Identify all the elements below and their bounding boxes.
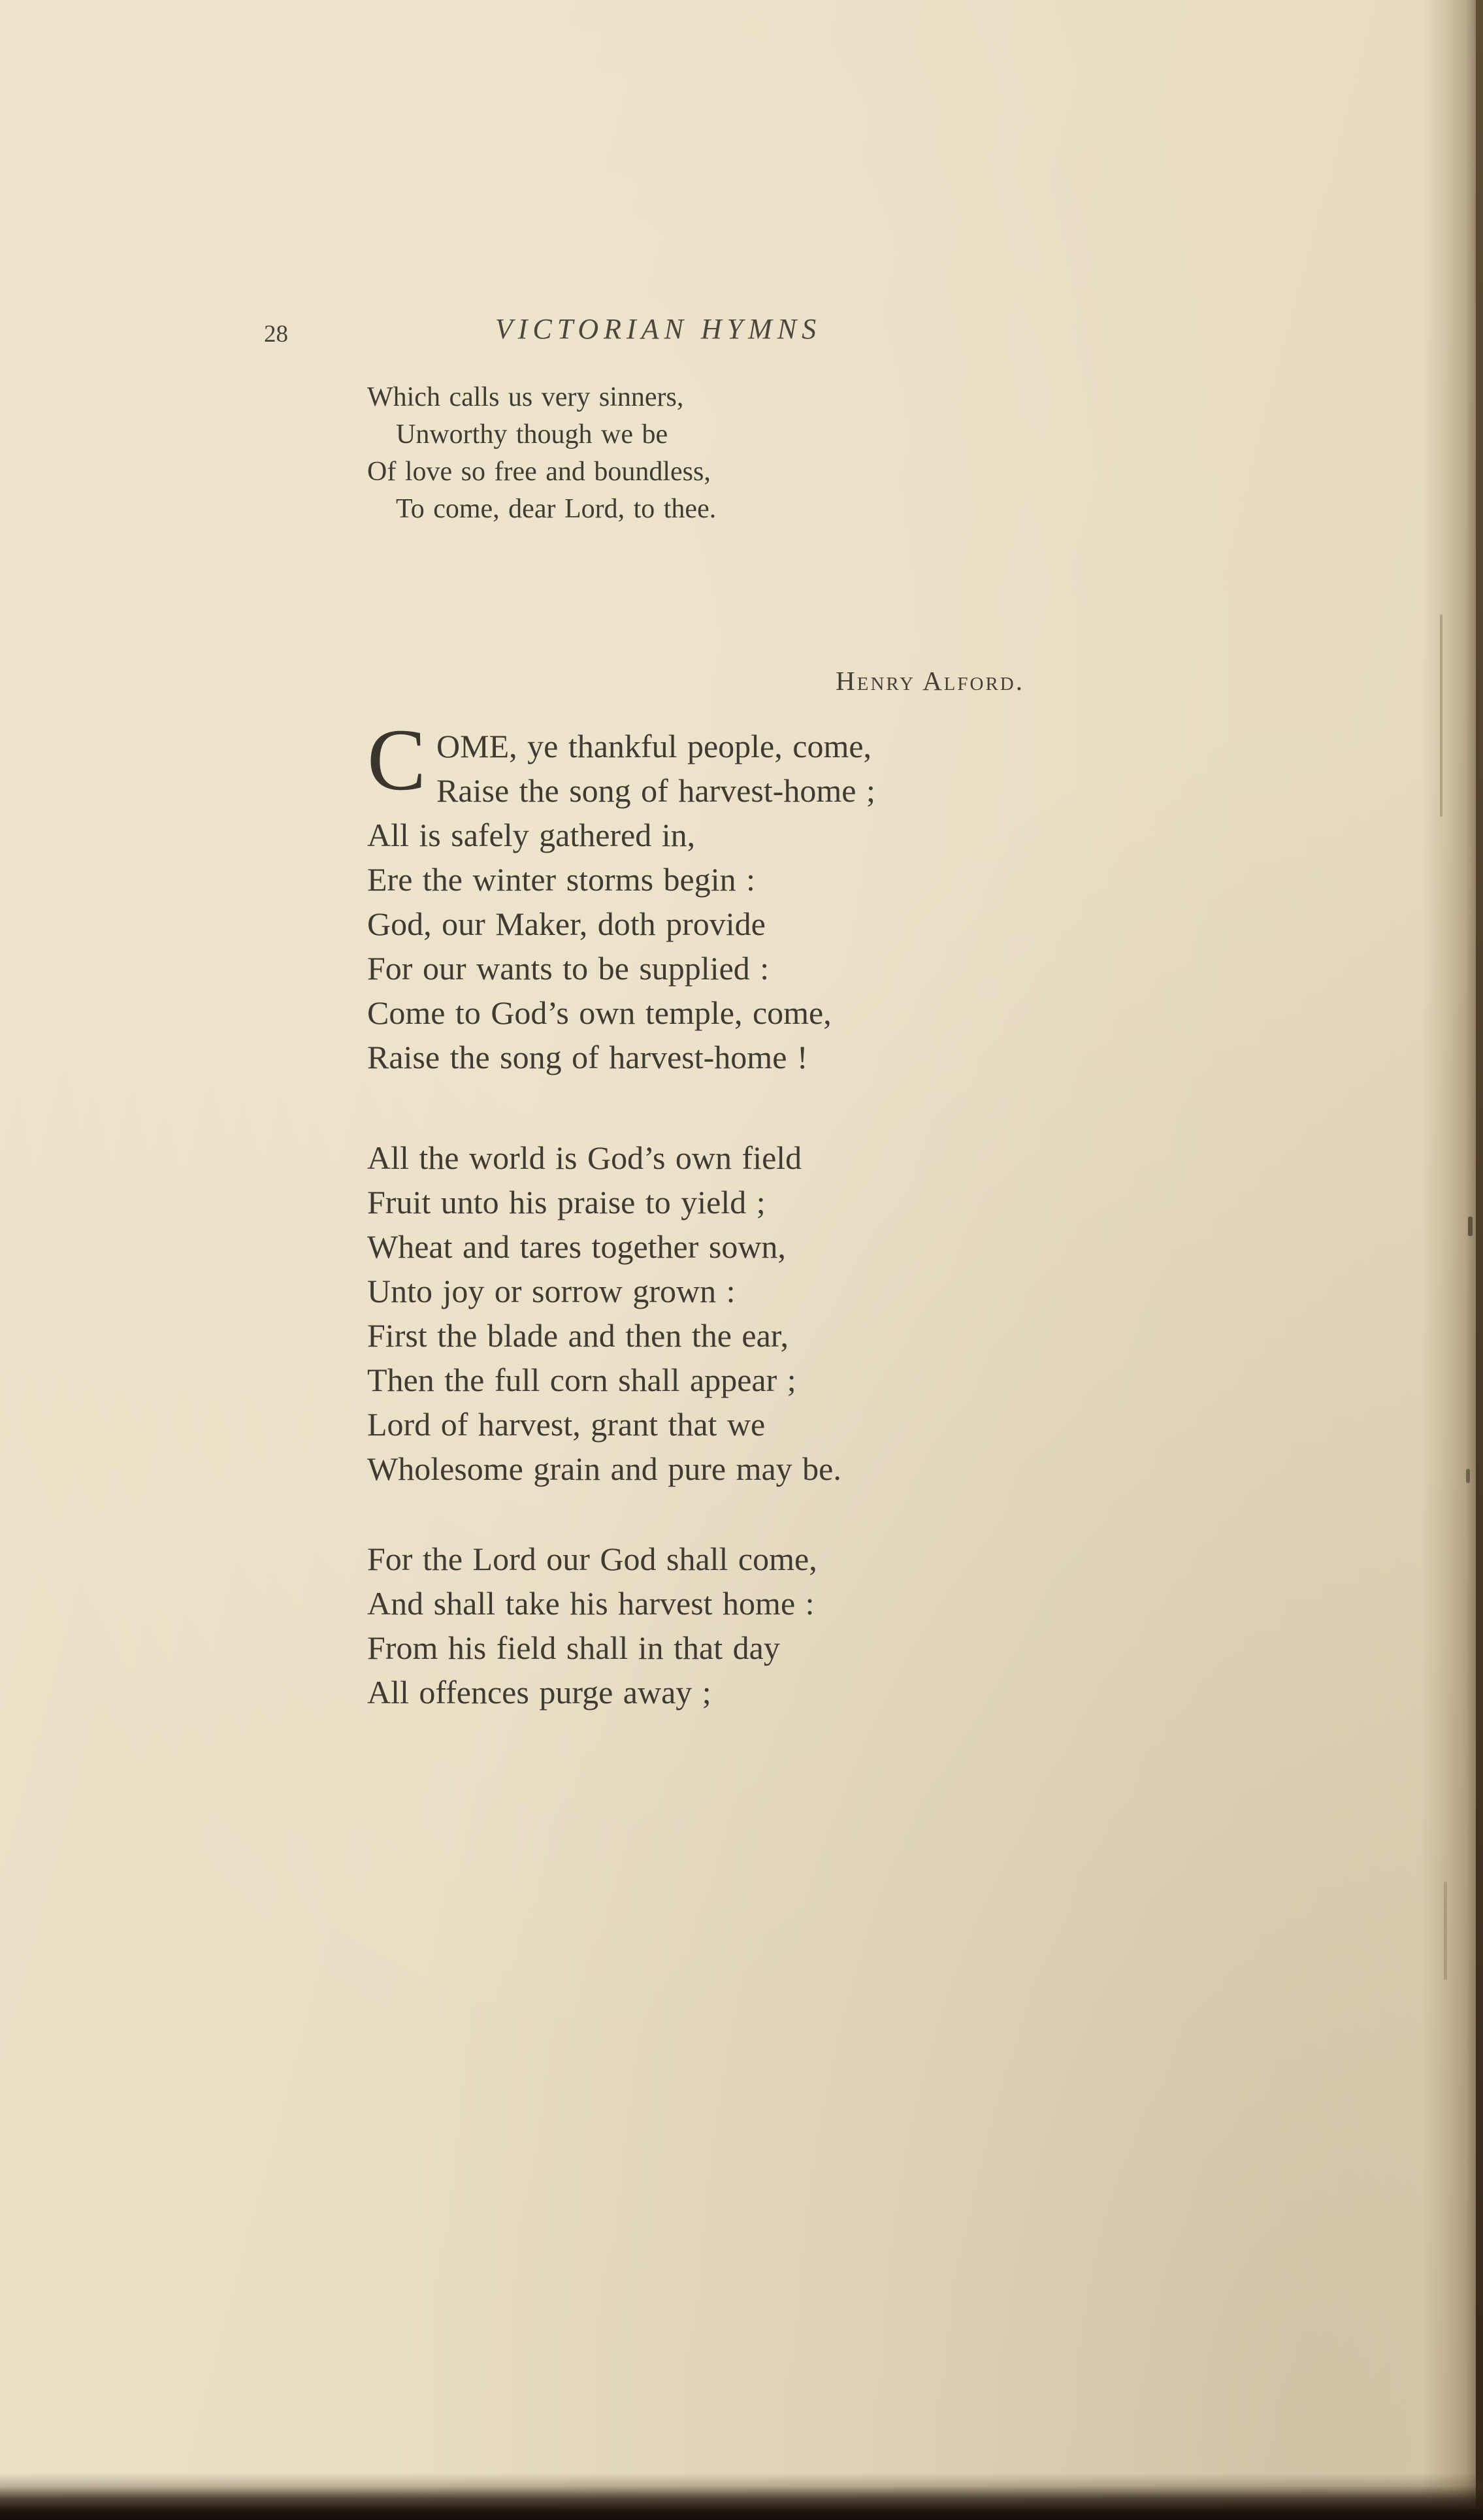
author-attribution: Henry Alford.	[836, 666, 1024, 696]
hymn-stanza-1	[367, 712, 875, 1079]
poem-line: Wheat and tares together sown,	[367, 1228, 786, 1265]
page-number: 28	[264, 321, 288, 348]
poem-line: All is safely gathered in,	[367, 817, 696, 853]
poem-line: Of love so free and boundless,	[367, 457, 711, 487]
poem-line: Fruit unto his praise to yield ;	[367, 1184, 766, 1220]
poem-line: All offences purge away ;	[367, 1674, 711, 1710]
poem-line: Wholesome grain and pure may be.	[367, 1450, 841, 1487]
paper-blemish	[1468, 1217, 1473, 1236]
poem-line: First the blade and then the ear,	[367, 1317, 789, 1354]
poem-line: Ere the winter storms begin :	[367, 861, 756, 898]
page-edge-shadow-right	[1421, 0, 1483, 2520]
poem-line: God, our Maker, doth provide	[367, 906, 766, 942]
poem-line: OME, ye thankful people, come,	[436, 728, 872, 764]
running-head: VICTORIAN HYMNS	[495, 313, 822, 345]
poem-line: All the world is God’s own field	[367, 1139, 802, 1176]
poem-line: Lord of harvest, grant that we	[367, 1406, 766, 1443]
poem-line: From his field shall in that day	[367, 1629, 780, 1666]
poem-line: For our wants to be supplied :	[367, 950, 770, 987]
poem-line: Which calls us very sinners,	[367, 382, 684, 412]
hymn-stanza-2	[367, 1136, 841, 1491]
paper-blemish	[1466, 1469, 1470, 1483]
poem-line: Then the full corn shall appear ;	[367, 1362, 796, 1398]
poem-line: Come to God’s own temple, come,	[367, 994, 832, 1031]
hymn-stanza-3	[367, 1537, 817, 1714]
drop-cap: C	[367, 712, 427, 809]
poem-line: Raise the song of harvest-home !	[367, 1039, 808, 1075]
page-edge-dark-strip	[1476, 0, 1483, 2520]
previous-hymn-final-stanza	[367, 379, 716, 528]
poem-line: Unworthy though we be	[396, 419, 668, 450]
poem-line: Unto joy or sorrow grown :	[367, 1273, 736, 1309]
poem-line: To come, dear Lord, to thee.	[396, 494, 717, 524]
poem-line: And shall take his harvest home :	[367, 1585, 815, 1622]
page-bottom-shadow	[0, 2473, 1483, 2520]
poem-line: For the Lord our God shall come,	[367, 1541, 817, 1577]
poem-line: Raise the song of harvest-home ;	[436, 772, 875, 809]
